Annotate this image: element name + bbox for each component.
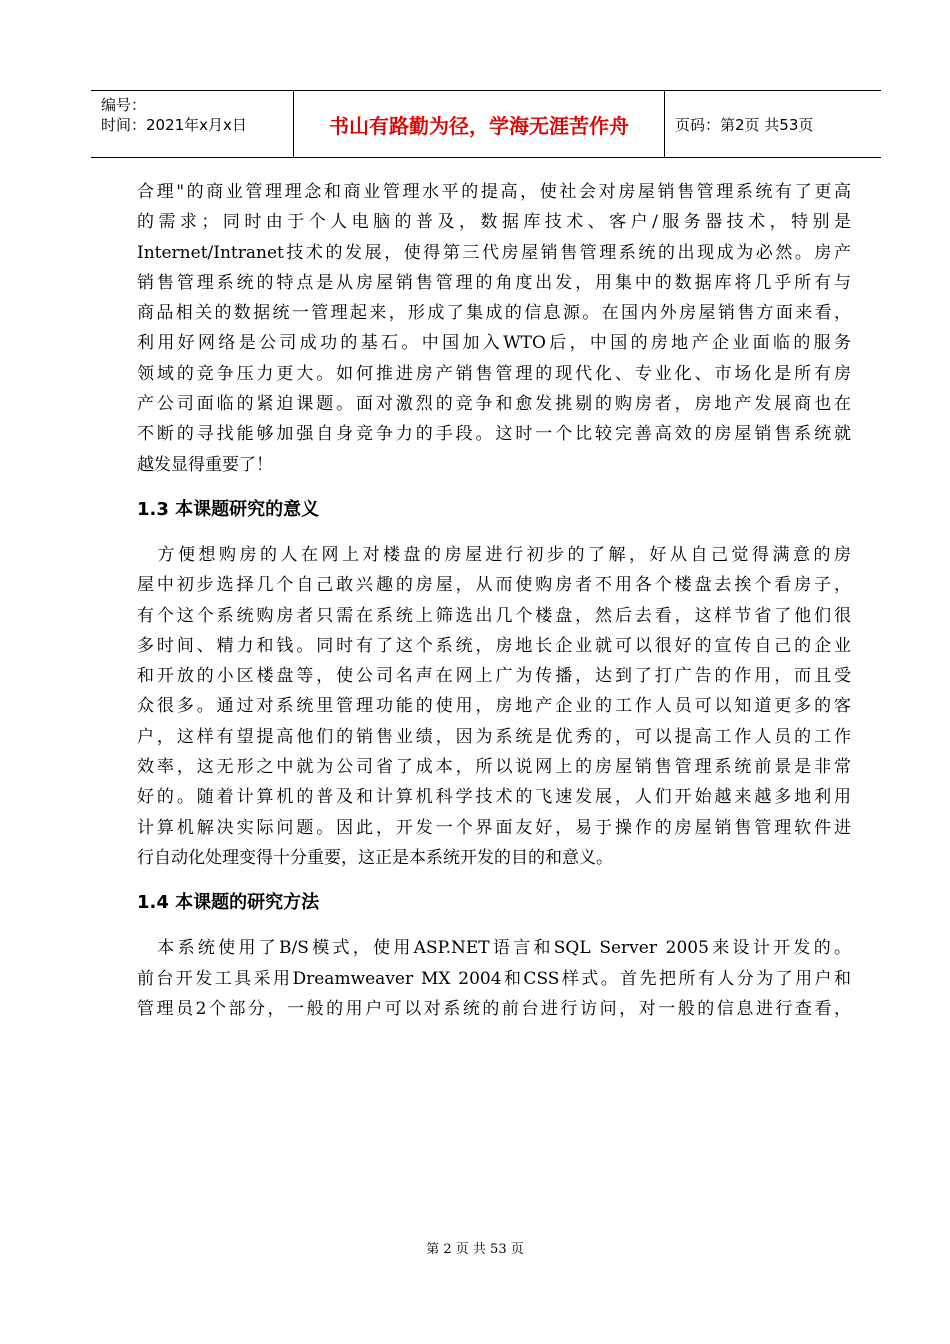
document-body — [137, 177, 851, 1024]
header-motto: 书山有路勤为径，学海无涯苦作舟 — [293, 91, 665, 157]
page-header — [91, 90, 881, 158]
text-line: 越发显得重要了！ — [137, 454, 273, 475]
paragraph-1 — [137, 177, 851, 480]
text-line: 合理"的商业管理理念和商业管理水平的提高，使社会对房屋销售管理系统有了更高 — [137, 182, 851, 202]
document-time-label: 时间：2021年x月x日 — [101, 116, 247, 134]
page-footer: 第 2 页 共 53 页 — [426, 1242, 524, 1257]
section-heading-1-4: 1.4 本课题的研究方法 — [137, 892, 320, 914]
text-line: 的需求；同时由于个人电脑的普及，数据库技术、客户/服务器技术，特别是 — [137, 212, 851, 233]
text-line: 不断的寻找能够加强自身竞争力的手段。这时一个比较完善高效的房屋销售系统就 — [137, 424, 851, 445]
section-heading-1-3: 1.3 本课题研究的意义 — [137, 498, 320, 520]
text-line: 和开放的小区楼盘等，使公司名声在网上广为传播，达到了打广告的作用，而且受 — [137, 666, 851, 687]
text-line: 方便想购房的人在网上对楼盘的房屋进行初步的了解，好从自己觉得满意的房 — [137, 544, 851, 565]
text-line: 好的。随着计算机的普及和计算机科学技术的飞速发展，人们开始越来越多地利用 — [137, 787, 851, 808]
text-line: 销售管理系统的特点是从房屋销售管理的角度出发，用集中的数据库将几乎所有与 — [137, 272, 851, 293]
header-page-number: 页码：第2页 共53页 — [675, 115, 814, 134]
paragraph-3 — [137, 933, 851, 1024]
document-number-label: 编号： — [101, 96, 147, 114]
text-line: 利用好网络是公司成功的基石。中国加入WTO后，中国的房地产企业面临的服务 — [137, 333, 851, 354]
header-info-cell — [91, 91, 293, 157]
text-line: 管理员2个部分，一般的用户可以对系统的前台进行访问，对一般的信息进行查看， — [137, 998, 851, 1019]
text-line: 户，这样有望提高他们的销售业绩，因为系统是优秀的，可以提高工作人员的工作 — [137, 726, 851, 747]
text-line: 效率，这无形之中就为公司省了成本，所以说网上的房屋销售管理系统前景是非常 — [137, 757, 851, 778]
text-line: Internet/Intranet技术的发展，使得第三代房屋销售管理系统的出现成为必然。房产 — [137, 242, 851, 263]
text-line: 本系统使用了B/S模式，使用ASP.NET语言和SQL Server 2005来设计开发的。 — [137, 938, 851, 959]
text-line: 行自动化处理变得十分重要，这正是本系统开发的目的和意义。 — [137, 847, 613, 868]
text-line: 屋中初步选择几个自己敢兴趣的房屋，从而使购房者不用各个楼盘去挨个看房子， — [137, 575, 851, 596]
text-line: 多时间、精力和钱。同时有了这个系统，房地长企业就可以很好的宣传自己的企业 — [137, 635, 851, 656]
text-line: 众很多。通过对系统里管理功能的使用，房地产企业的工作人员可以知道更多的客 — [137, 696, 851, 717]
text-line: 前台开发工具采用Dreamweaver MX 2004和CSS样式。首先把所有人分为了用户和 — [137, 968, 851, 989]
text-line: 产公司面临的紧迫课题。面对激烈的竞争和愈发挑剔的购房者，房地产发展商也在 — [137, 394, 851, 415]
text-line: 计算机解决实际问题。因此，开发一个界面友好，易于操作的房屋销售管理软件进 — [137, 817, 851, 838]
text-line: 商品相关的数据统一管理起来，形成了集成的信息源。在国内外房屋销售方面来看， — [137, 303, 851, 324]
text-line: 有个这个系统购房者只需在系统上筛选出几个楼盘，然后去看，这样节省了他们很 — [137, 605, 851, 626]
paragraph-2 — [137, 540, 851, 873]
text-line: 领域的竞争压力更大。如何推进房产销售管理的现代化、专业化、市场化是所有房 — [137, 363, 851, 384]
